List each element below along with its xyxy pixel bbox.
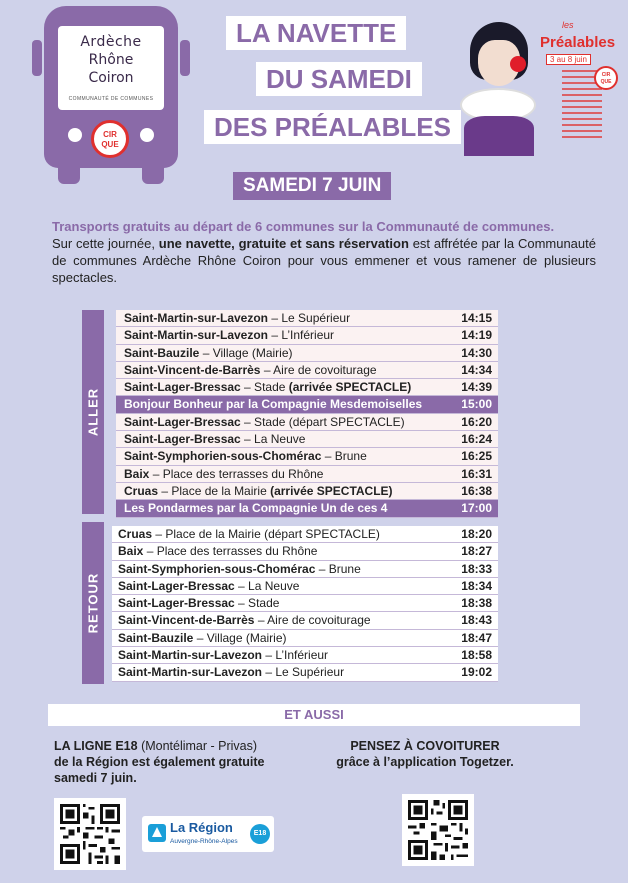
stop-time: 14:34	[461, 362, 492, 377]
stop-town: Saint-Lager-Bressac	[118, 578, 235, 593]
stop-time: 19:02	[461, 665, 492, 680]
qr-code-togetzer[interactable]	[402, 794, 474, 866]
ligne-e18-desc: de la Région est également gratuite samedi 7 juin.	[54, 755, 265, 785]
stop-place: – L’Inférieur	[262, 648, 329, 663]
stop-time: 14:30	[461, 345, 492, 360]
stop-place: – Stade	[240, 380, 289, 395]
retour-label-text: RETOUR	[85, 572, 101, 634]
stop-place: – Place des terrasses du Rhône	[143, 544, 318, 559]
stop-time: 18:43	[461, 613, 492, 628]
aller-row	[116, 466, 498, 483]
stop-time: 16:24	[461, 432, 492, 447]
stop-time: 14:39	[461, 380, 492, 395]
stop-place: – Le Supérieur	[268, 311, 351, 325]
stop-time: 18:34	[461, 578, 492, 593]
aller-row	[116, 345, 498, 362]
aller-row	[116, 448, 498, 465]
covoiturage-app: grâce à l’application Togetzer.	[336, 755, 514, 769]
stop-town: Saint-Symphorien-sous-Chomérac	[124, 449, 322, 464]
stop-time: 18:47	[461, 630, 492, 645]
stop-town: Cruas	[118, 527, 153, 541]
intro-p1-end: est affrétée par la Communauté de communes Ardèche Rhône Coiron pour vous emmener et vous ramener de plusieurs spectacles.	[52, 236, 596, 285]
retour-row	[112, 543, 498, 560]
bus-wheel-left	[58, 162, 80, 184]
poster-cirque-badge: CIR QUE	[594, 66, 618, 90]
retour-row	[112, 526, 498, 543]
retour-row	[112, 578, 498, 595]
qr-code-icon	[408, 800, 468, 860]
poster-les: les	[562, 20, 574, 30]
title-line-1: LA NAVETTE	[226, 16, 406, 50]
clown-illustration	[460, 18, 538, 158]
stop-town: Saint-Symphorien-sous-Chomérac	[118, 561, 316, 576]
stop-time: 14:15	[461, 311, 492, 325]
stop-place: – Stade	[234, 596, 280, 611]
stop-place: – La Neuve	[240, 432, 306, 447]
stop-place: – Place des terrasses du Rhône	[149, 466, 324, 481]
aller-label-text: ALLER	[85, 387, 101, 437]
stop-time: 18:20	[461, 527, 492, 541]
stop-time: 16:38	[461, 483, 492, 498]
stop-time: 18:27	[461, 544, 492, 559]
stop-town: Saint-Martin-sur-Lavezon	[124, 311, 269, 325]
stop-town: Saint-Vincent-de-Barrès	[118, 613, 255, 628]
bus-headlight-right	[140, 128, 154, 142]
region-title: La Région	[170, 820, 233, 835]
show-row	[116, 396, 498, 413]
region-subtitle: Auvergne-Rhône-Alpes	[170, 838, 238, 845]
ligne-e18-title: LA LIGNE E18	[54, 739, 138, 753]
bus-logo	[32, 6, 190, 186]
retour-row	[112, 595, 498, 612]
bus-mirror-right	[180, 40, 190, 76]
retour-schedule	[112, 526, 498, 682]
title-line-2: DU SAMEDI	[256, 62, 422, 96]
bus-headlight-left	[68, 128, 82, 142]
stop-place: – Village (Mairie)	[193, 630, 287, 645]
stop-town: Saint-Martin-sur-Lavezon	[124, 328, 269, 343]
intro-paragraph	[52, 235, 596, 286]
logo-line-3: Coiron	[88, 70, 134, 86]
retour-row	[112, 561, 498, 578]
stop-time: 18:38	[461, 596, 492, 611]
aller-row	[116, 414, 498, 431]
stop-place: – Le Supérieur	[262, 665, 345, 680]
stop-place: – Place de la Mairie	[158, 483, 271, 498]
bus-mirror-left	[32, 40, 42, 76]
aller-row	[116, 431, 498, 448]
clown-coat	[464, 116, 534, 156]
aller-row	[116, 483, 498, 500]
stop-town: Saint-Lager-Bressac	[124, 432, 241, 447]
stop-extra: (arrivée SPECTACLE)	[270, 483, 393, 498]
stop-town: Saint-Lager-Bressac	[118, 596, 235, 611]
aller-label	[82, 310, 104, 514]
stop-place: – Brune	[315, 561, 361, 576]
aller-schedule	[116, 310, 498, 518]
stop-town: Saint-Vincent-de-Barrès	[124, 362, 261, 377]
intro-text	[52, 218, 596, 286]
stop-place: – Aire de covoiturage	[260, 362, 377, 377]
intro-p1-bold: une navette, gratuite et sans réservation	[158, 236, 409, 251]
stop-town: Saint-Lager-Bressac	[124, 414, 241, 429]
festival-poster	[454, 12, 620, 162]
bus-window	[58, 26, 164, 110]
poster-title: Préalables	[540, 34, 616, 51]
retour-row	[112, 630, 498, 647]
cirque-badge: CIR QUE	[91, 120, 129, 158]
intro-lead: Transports gratuits au départ de 6 communes sur la Communauté de communes.	[52, 219, 555, 234]
stop-time: 16:25	[461, 449, 492, 464]
region-logo	[142, 816, 274, 852]
title-line-3: DES PRÉALABLES	[204, 110, 461, 144]
aller-row	[116, 362, 498, 379]
intro-p1: Sur cette journée,	[52, 236, 159, 251]
stop-time: 16:31	[461, 466, 492, 481]
show-row	[116, 500, 498, 517]
clown-nose	[510, 56, 526, 72]
retour-row	[112, 664, 498, 681]
stop-time: 16:20	[461, 414, 492, 429]
aller-row	[116, 310, 498, 327]
aller-row	[116, 327, 498, 344]
retour-row	[112, 647, 498, 664]
stop-place: – Stade (départ SPECTACLE)	[240, 414, 405, 429]
ligne-e18-route: (Montélimar - Privas)	[137, 739, 258, 753]
bus-body	[44, 6, 178, 168]
region-mountain-icon	[148, 824, 166, 842]
show-time: 17:00	[461, 501, 492, 516]
show-name: Les Pondarmes par la Compagnie Un de ces 4	[124, 501, 388, 516]
ligne-e18-info	[54, 738, 294, 786]
logo-line-2: Rhône	[88, 52, 134, 68]
stop-time: 14:19	[461, 328, 492, 343]
date-banner: SAMEDI 7 JUIN	[233, 172, 391, 200]
covoiturage-info	[320, 738, 530, 770]
stop-town: Cruas	[124, 483, 159, 498]
stop-time: 18:33	[461, 561, 492, 576]
stop-place: – Aire de covoiturage	[254, 613, 371, 628]
stop-place: – La Neuve	[234, 578, 300, 593]
stop-place: – Brune	[321, 449, 367, 464]
stop-time: 18:58	[461, 648, 492, 663]
stop-place: – Village (Mairie)	[199, 345, 293, 360]
region-e18-badge: E18	[250, 824, 270, 844]
covoiturage-title: PENSEZ À COVOITURER	[350, 739, 500, 753]
aller-row	[116, 379, 498, 396]
stop-town: Saint-Martin-sur-Lavezon	[118, 665, 263, 680]
stop-town: Saint-Martin-sur-Lavezon	[118, 648, 263, 663]
logo-subtitle: COMMUNAUTÉ DE COMMUNES	[68, 96, 154, 102]
stop-place: – Place de la Mairie (départ SPECTACLE)	[152, 527, 380, 541]
et-aussi-header: ET AUSSI	[48, 704, 580, 726]
logo-line-1: Ardèche	[80, 34, 142, 50]
stop-extra: (arrivée SPECTACLE)	[288, 380, 412, 395]
stop-town: Saint-Lager-Bressac	[124, 380, 241, 395]
stop-town: Saint-Bauzile	[124, 345, 200, 360]
show-name: Bonjour Bonheur par la Compagnie Mesdemoiselles	[124, 397, 423, 412]
show-time: 15:00	[461, 397, 492, 412]
stop-town: Baix	[124, 466, 150, 481]
stop-town: Baix	[118, 544, 144, 559]
qr-code-icon	[60, 804, 120, 864]
retour-row	[112, 612, 498, 629]
stop-town: Saint-Bauzile	[118, 630, 194, 645]
qr-code-ligne-e18[interactable]	[54, 798, 126, 870]
retour-label	[82, 522, 104, 684]
poster-dates: 3 au 8 juin	[546, 54, 591, 65]
stop-place: – L’Inférieur	[268, 328, 335, 343]
bus-wheel-right	[142, 162, 164, 184]
